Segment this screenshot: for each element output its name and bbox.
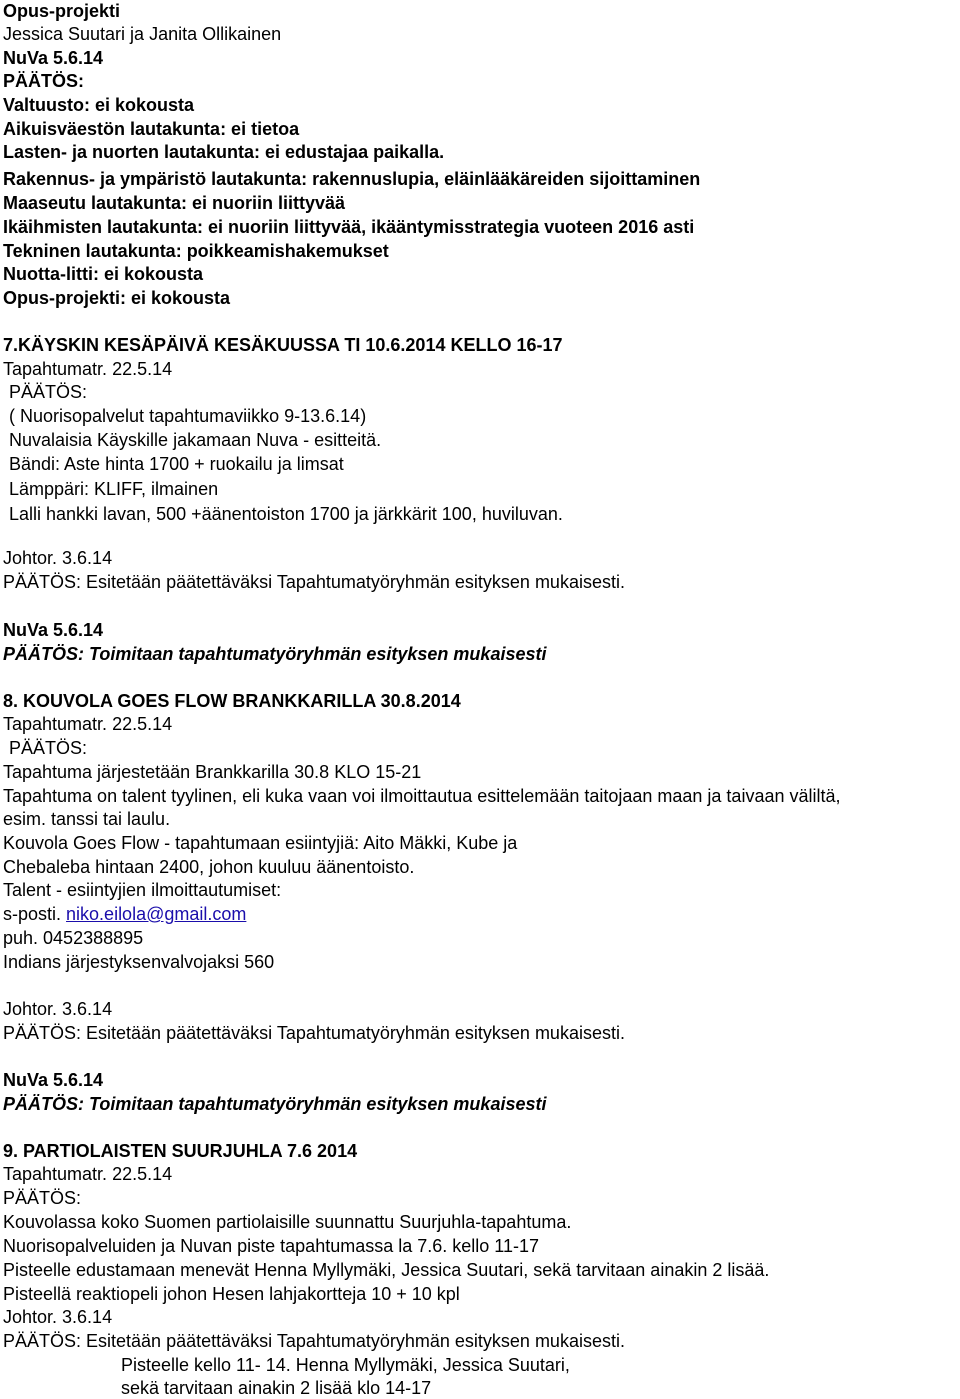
item7-line: Tapahtumatr. 22.5.14 bbox=[3, 359, 173, 379]
item8-line: esim. tanssi tai laulu. bbox=[3, 809, 171, 829]
opus-nuva-date: NuVa 5.6.14 bbox=[3, 48, 104, 68]
opus-line: Opus-projekti: ei kokousta bbox=[3, 288, 231, 308]
item9-line: Nuorisopalveluiden ja Nuvan piste tapahtumassa la 7.6. kello 11-17 bbox=[3, 1236, 539, 1256]
item8-line: Chebaleba hintaan 2400, johon kuuluu äänentoisto. bbox=[3, 857, 415, 877]
item9-line: Pisteelle edustamaan menevät Henna Myllymäki, Jessica Suutari, sekä tarvitaan ainakin 2 lisää. bbox=[3, 1260, 770, 1280]
item7-line: ( Nuorisopalvelut tapahtumaviikko 9-13.6.14) bbox=[9, 406, 367, 426]
opus-line: Lasten- ja nuorten lautakunta: ei edustajaa paikalla. bbox=[3, 142, 445, 162]
item7-line: Lalli hankki lavan, 500 +äänentoiston 1700 ja järkkärit 100, huviluvan. bbox=[9, 504, 563, 524]
opus-line: Maaseutu lautakunta: ei nuoriin liittyvää bbox=[3, 193, 346, 213]
item9-line: Pisteellä reaktiopeli johon Hesen lahjakortteja 10 + 10 kpl bbox=[3, 1284, 460, 1304]
item8-heading: 8. KOUVOLA GOES FLOW BRANKKARILLA 30.8.2014 bbox=[3, 691, 461, 711]
opus-title: Opus-projekti bbox=[3, 1, 121, 21]
item9-line: Johtor. 3.6.14 bbox=[3, 1307, 113, 1327]
item8-line: Talent - esiintyjien ilmoittautumiset: bbox=[3, 880, 282, 900]
opus-authors: Jessica Suutari ja Janita Ollikainen bbox=[3, 24, 282, 44]
opus-line: Ikäihmisten lautakunta: ei nuoriin liittyvää, ikääntymisstrategia vuoteen 2016 asti bbox=[3, 217, 695, 237]
item7-line: Nuvalaisia Käyskille jakamaan Nuva - esitteitä. bbox=[9, 430, 382, 450]
item9-heading: 9. PARTIOLAISTEN SUURJUHLA 7.6 2014 bbox=[3, 1141, 358, 1161]
email-link[interactable]: niko.eilola@gmail.com bbox=[66, 904, 247, 924]
item8-security: Indians järjestyksenvalvojaksi 560 bbox=[3, 952, 275, 972]
opus-decision-label: PÄÄTÖS: bbox=[3, 71, 84, 91]
item7-nuva-date: NuVa 5.6.14 bbox=[3, 620, 104, 640]
item8-email-line bbox=[3, 903, 246, 925]
opus-line: Nuotta-litti: ei kokousta bbox=[3, 264, 204, 284]
item8-line: Tapahtuma järjestetään Brankkarilla 30.8 KLO 15-21 bbox=[3, 762, 422, 782]
opus-line: Rakennus- ja ympäristö lautakunta: rakennuslupia, eläinlääkäreiden sijoittaminen bbox=[3, 169, 701, 189]
item9-line: PÄÄTÖS: bbox=[3, 1188, 82, 1208]
email-prefix: s-posti. bbox=[3, 904, 67, 924]
item9-line: Kouvolassa koko Suomen partiolaisille suunnattu Suurjuhla-tapahtuma. bbox=[3, 1212, 572, 1232]
item8-nuva-date: NuVa 5.6.14 bbox=[3, 1070, 104, 1090]
item7-heading: 7.KÄYSKIN KESÄPÄIVÄ KESÄKUUSSA TI 10.6.2014 KELLO 16-17 bbox=[3, 335, 563, 355]
item8-line: PÄÄTÖS: bbox=[9, 738, 88, 758]
opus-line: Tekninen lautakunta: poikkeamishakemukset bbox=[3, 241, 389, 261]
item8-line: Tapahtuma on talent tyylinen, eli kuka vaan voi ilmoittautua esittelemään taitojaan maan ja taivaan väliltä, bbox=[3, 786, 841, 806]
item8-line: Kouvola Goes Flow - tapahtumaan esiintyjiä: Aito Mäkki, Kube ja bbox=[3, 833, 518, 853]
item7-johtor-date: Johtor. 3.6.14 bbox=[3, 548, 113, 568]
item8-johtor-decision: PÄÄTÖS: Esitetään päätettäväksi Tapahtumatyöryhmän esityksen mukaisesti. bbox=[3, 1023, 625, 1043]
opus-line: Aikuisväestön lautakunta: ei tietoa bbox=[3, 119, 300, 139]
item8-line: Tapahtumatr. 22.5.14 bbox=[3, 714, 173, 734]
item9-indented-line: sekä tarvitaan ainakin 2 lisää klo 14-17 bbox=[121, 1378, 432, 1398]
item7-line: Bändi: Aste hinta 1700 + ruokailu ja limsat bbox=[9, 454, 344, 474]
item7-nuva-decision: PÄÄTÖS: Toimitaan tapahtumatyöryhmän esityksen mukaisesti bbox=[3, 644, 547, 664]
item7-line: PÄÄTÖS: bbox=[9, 382, 88, 402]
item9-indented-line: Pisteelle kello 11- 14. Henna Myllymäki, Jessica Suutari, bbox=[121, 1355, 570, 1375]
item8-phone: puh. 0452388895 bbox=[3, 928, 144, 948]
item7-line: Lämppäri: KLIFF, ilmainen bbox=[9, 479, 219, 499]
item7-johtor-decision: PÄÄTÖS: Esitetään päätettäväksi Tapahtumatyöryhmän esityksen mukaisesti. bbox=[3, 572, 625, 592]
item8-johtor-date: Johtor. 3.6.14 bbox=[3, 999, 113, 1019]
item9-line: Tapahtumatr. 22.5.14 bbox=[3, 1164, 173, 1184]
opus-line: Valtuusto: ei kokousta bbox=[3, 95, 195, 115]
item9-line: PÄÄTÖS: Esitetään päätettäväksi Tapahtumatyöryhmän esityksen mukaisesti. bbox=[3, 1331, 625, 1351]
item8-nuva-decision: PÄÄTÖS: Toimitaan tapahtumatyöryhmän esityksen mukaisesti bbox=[3, 1094, 547, 1114]
